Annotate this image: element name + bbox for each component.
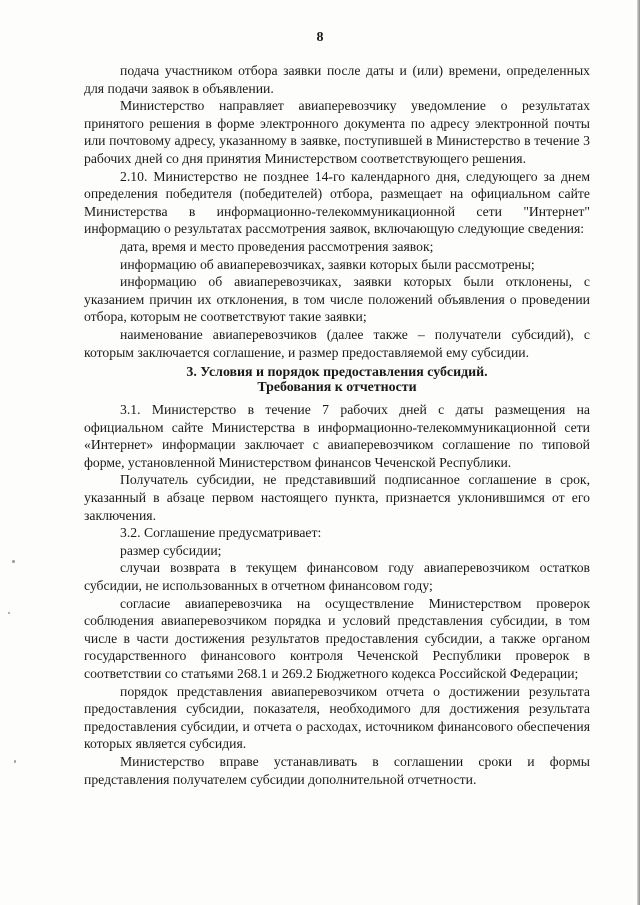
paragraph: 2.10. Министерство не позднее 14-го календарного дня, следующего за днем определения победителя (победителей) отбора, размещает на официальном сайте Министерства в информационно-телекоммуникационной сети "Интернет" информацию о результатах рассмотрения заявок, включающую следующие сведения: [84,168,590,237]
paragraph: Министерство вправе устанавливать в соглашении сроки и формы представления получателем субсидии дополнительной отчетности. [84,753,590,787]
paragraph: информацию об авиаперевозчиках, заявки которых были отклонены, с указанием причин их отклонения, в том числе положений объявления о проведении отбора, которым не соответствуют такие заявки; [84,274,590,325]
paragraph: 3.2. Соглашение предусматривает: [120,525,322,541]
paragraph: Получатель субсидии, не представивший подписанное соглашение в срок, указанный в абзаце первом настоящего пункта, признается уклонившимся от его заключения. [84,472,590,523]
paragraph: информацию об авиаперевозчиках, заявки которых были рассмотрены; [120,256,535,272]
document-body [84,62,590,788]
paragraph: наименование авиаперевозчиков (далее также – получатели субсидий), с которым заключается соглашение, и размер предоставляемой ему субсидии. [84,326,590,360]
scan-speck [12,560,15,563]
paragraph: случаи возврата в текущем финансовом году авиаперевозчиком остатков субсидии, не использованных в отчетном финансовом году; [84,560,590,594]
section-heading [84,365,590,395]
section-heading-line1: 3. Условия и порядок предоставления субсидий. [186,365,488,381]
scan-speck [8,612,10,614]
paragraph: подача участником отбора заявки после даты и (или) времени, определенных для подачи заявок в объявлении. [84,63,590,96]
paragraph: Министерство направляет авиаперевозчику уведомление о результатах принятого решения в форме электронного документа по адресу электронной почты или почтовому адресу, указанному в заявке, поступившей в Министерство в течение 3 рабочих дней со дня принятия Министерством соответствующего решения. [84,98,590,166]
section-heading-line2: Требования к отчетности [257,380,417,396]
paragraph-group-bottom [84,401,590,788]
paragraph: согласие авиаперевозчика на осуществление Министерством проверок соблюдения авиаперевозчиком порядка и условий представления субсидии, в том числе в части достижения результатов предоставления субсидии, а также органом государственного финансового контроля Чеченской Республики проверок в соответствии со статьями 268.1 и 269.2 Бюджетного кодекса Российской Федерации; [84,595,590,681]
scan-speck [14,760,16,763]
paragraph: дата, время и место проведения рассмотрения заявок; [120,238,434,254]
paragraph-group-top [84,62,590,361]
paragraph: 3.1. Министерство в течение 7 рабочих дней с даты размещения на официальном сайте Министерства в информационно-телекоммуникационной сети «Интернет» информации заключает с авиаперевозчиком соглашение по типовой форме, установленной Министерством финансов Чеченской Республики. [84,402,590,470]
paragraph: порядок представления авиаперевозчиком отчета о достижении результата предоставления субсидии, показателя, необходимого для достижения результата предоставления субсидии, и отчета о расходах, источником финансового обеспечения которых является субсидия. [84,683,590,752]
paragraph: размер субсидии; [120,542,222,558]
page-number: 8 [316,30,324,45]
